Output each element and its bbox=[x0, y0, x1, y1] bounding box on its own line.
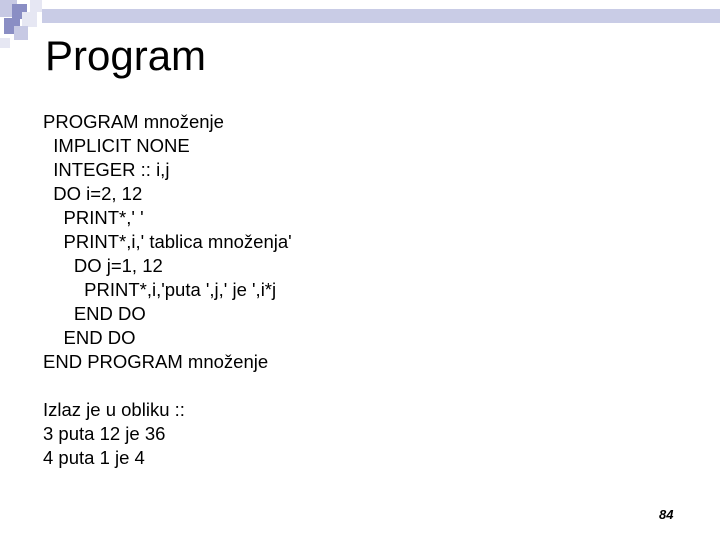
output-line: Izlaz je u obliku :: bbox=[43, 399, 185, 420]
code-listing bbox=[43, 110, 292, 374]
decor-square bbox=[22, 12, 37, 27]
page-number: 84 bbox=[659, 507, 674, 522]
code-line: IMPLICIT NONE bbox=[43, 135, 190, 156]
code-line: PRINT*,' ' bbox=[43, 207, 144, 228]
output-line: 3 puta 12 je 36 bbox=[43, 423, 166, 444]
code-line: DO j=1, 12 bbox=[43, 255, 163, 276]
code-line: PROGRAM množenje bbox=[43, 111, 224, 132]
code-line: PRINT*,i,'puta ',j,' je ',i*j bbox=[43, 279, 277, 300]
code-line: PRINT*,i,' tablica množenja' bbox=[43, 231, 292, 252]
code-line: INTEGER :: i,j bbox=[43, 159, 170, 180]
slide-title: Program bbox=[45, 32, 207, 79]
output-line: 4 puta 1 je 4 bbox=[43, 447, 145, 468]
header-bar bbox=[42, 9, 720, 23]
code-line: END PROGRAM množenje bbox=[43, 351, 269, 372]
decor-square bbox=[0, 38, 10, 48]
decor-square bbox=[14, 26, 28, 40]
code-line: END DO bbox=[43, 327, 136, 348]
code-line: END DO bbox=[43, 303, 146, 324]
code-line: DO i=2, 12 bbox=[43, 183, 143, 204]
output-description bbox=[43, 398, 185, 470]
decor-square bbox=[30, 0, 42, 12]
